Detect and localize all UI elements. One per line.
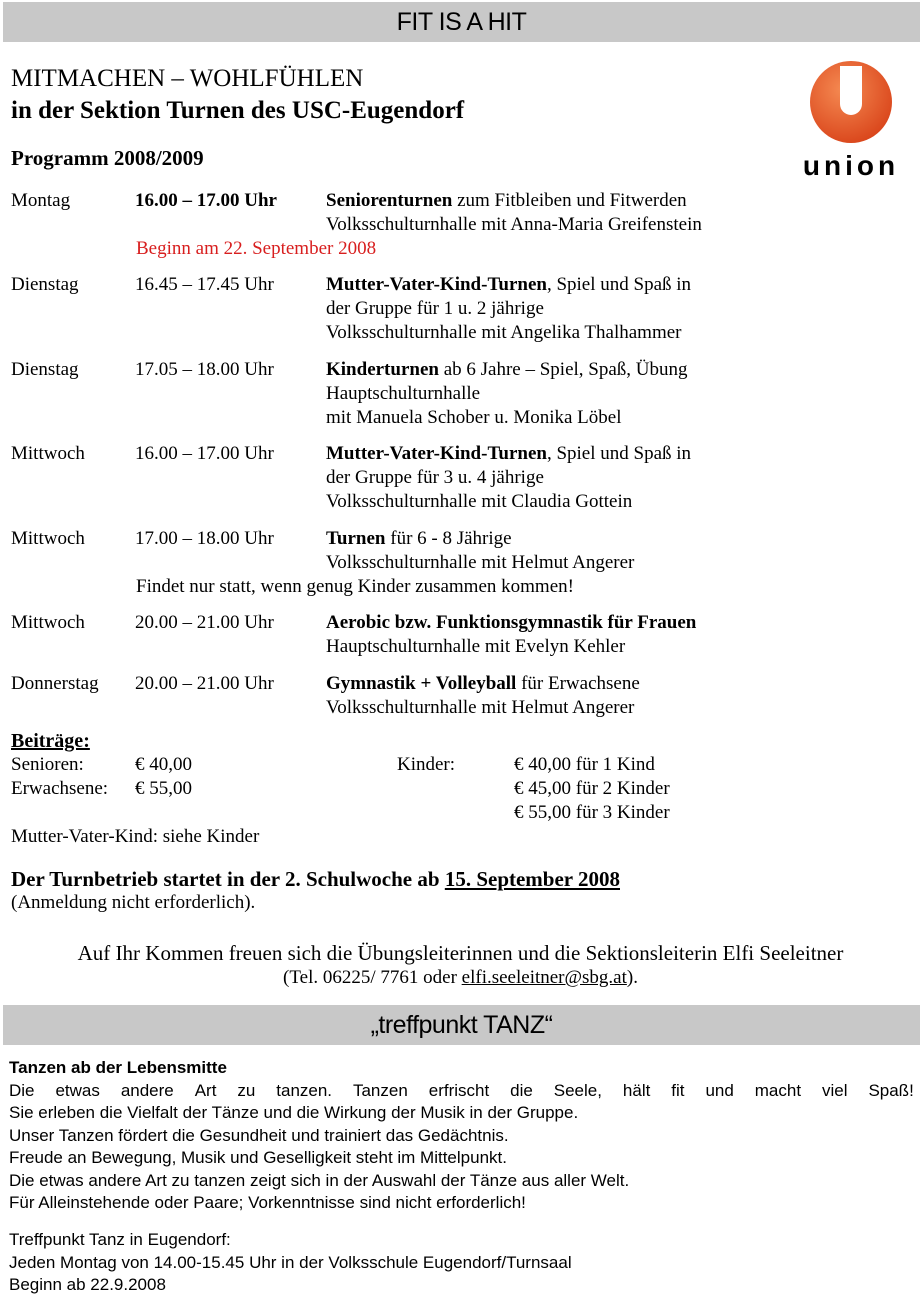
tanz-word: Die (9, 1080, 35, 1100)
schedule-title: Kinderturnen (326, 359, 439, 380)
schedule-note: Beginn am 22. September 2008 (136, 238, 377, 259)
schedule-text: zum Fitbleiben und Fitwerden (452, 190, 687, 211)
tanz-word: zu (237, 1080, 256, 1100)
fees-senioren-label: Senioren: (11, 754, 84, 775)
schedule-day: Mittwoch (11, 612, 85, 633)
closing-line: Auf Ihr Kommen freuen sich die Übungsleiterinnen und die Sektionsleiterin Elfi Seeleitner (77, 941, 844, 965)
tanz-word: macht (754, 1080, 802, 1100)
schedule-description (326, 611, 916, 659)
tanz-info-line: Jeden Montag von 14.00-15.45 Uhr in der Volksschule Eugendorf/Turnsaal (9, 1252, 572, 1272)
fees-title: Beiträge: (11, 730, 90, 752)
tanz-line: Freude an Bewegung, Musik und Geselligkeit steht im Mittelpunkt. (9, 1148, 507, 1167)
tanz-word: erfrischt (428, 1080, 490, 1100)
schedule-time: 16.00 – 17.00 Uhr (135, 443, 274, 464)
schedule-line: Volksschulturnhalle mit Helmut Angerer (326, 552, 635, 573)
tanz-word: Seele, (553, 1080, 602, 1100)
tanz-line: Sie erleben die Vielfalt der Tänze und die Wirkung der Musik in der Gruppe. (9, 1103, 579, 1122)
schedule-time: 16.45 – 17.45 Uhr (135, 274, 274, 295)
schedule-line: der Gruppe für 3 u. 4 jährige (326, 467, 544, 488)
fees-kinder-value: € 40,00 für 1 Kind (514, 754, 655, 775)
closing-contact (0, 966, 921, 990)
schedule-title: Aerobic bzw. Funktionsgymnastik für Frauen (326, 612, 697, 633)
schedule-text: für Erwachsene (516, 673, 640, 694)
schedule-description (326, 527, 916, 575)
tanz-justified-line (9, 1080, 914, 1103)
tanz-word: etwas (55, 1080, 100, 1100)
banner-fit-is-a-hit: FIT IS A HIT (3, 2, 920, 42)
schedule-day: Dienstag (11, 359, 79, 380)
heading-sektion: in der Sektion Turnen des USC-Eugendorf (11, 97, 465, 124)
schedule-description (326, 442, 916, 514)
schedule-text: ab 6 Jahre – Spiel, Spaß, Übung (438, 359, 688, 380)
union-logo-word: union (802, 150, 900, 181)
schedule-time: 17.05 – 18.00 Uhr (135, 359, 274, 380)
schedule-line: mit Manuela Schober u. Monika Löbel (326, 407, 622, 428)
schedule-line: Volksschulturnhalle mit Angelika Thalhammer (326, 322, 682, 343)
tanz-word: die (510, 1080, 533, 1100)
schedule-title: Gymnastik + Volleyball (326, 673, 517, 694)
schedule-day: Dienstag (11, 274, 79, 295)
union-logo (790, 60, 912, 182)
tanz-line: Die etwas andere Art zu tanzen zeigt sich in der Auswahl der Tänze aus aller Welt. (9, 1170, 630, 1190)
schedule-description (326, 672, 916, 720)
schedule-line: Volksschulturnhalle mit Helmut Angerer (326, 697, 635, 718)
tanz-word: Tanzen (352, 1080, 408, 1100)
tanz-info (9, 1229, 914, 1297)
schedule-description (326, 358, 916, 430)
schedule-line: Volksschulturnhalle mit Anna-Maria Greifenstein (326, 214, 702, 235)
tanz-word: viel (821, 1080, 848, 1100)
schedule-title: Seniorenturnen (326, 190, 453, 211)
start-date: 15. September 2008 (444, 867, 620, 891)
schedule-text: , Spiel und Spaß in (546, 443, 692, 464)
schedule-time: 16.00 – 17.00 Uhr (135, 190, 277, 211)
fees-mvk: Mutter-Vater-Kind: siehe Kinder (11, 826, 260, 847)
fees-kinder-value: € 45,00 für 2 Kinder (514, 778, 670, 799)
schedule-day: Mittwoch (11, 528, 85, 549)
start-text: Der Turnbetrieb startet in der 2. Schulwoche ab (11, 867, 445, 891)
schedule-line: Hauptschulturnhalle mit Evelyn Kehler (326, 636, 626, 657)
start-subnote: (Anmeldung nicht erforderlich). (11, 892, 256, 913)
schedule-description (326, 273, 916, 345)
fees-erwachsene-value: € 55,00 (135, 778, 192, 799)
tanz-word: Art (194, 1080, 217, 1100)
schedule-line: Hauptschulturnhalle (326, 383, 481, 404)
schedule-time: 20.00 – 21.00 Uhr (135, 612, 274, 633)
closing-tel-end: ). (626, 967, 638, 988)
start-notice (11, 866, 620, 892)
schedule-text: für 6 - 8 Jährige (385, 528, 512, 549)
schedule-note: Findet nur statt, wenn genug Kinder zusammen kommen! (136, 576, 574, 597)
schedule-time: 17.00 – 18.00 Uhr (135, 528, 274, 549)
union-logo-icon (790, 60, 912, 150)
schedule-text: , Spiel und Spaß in (546, 274, 692, 295)
schedule-day: Mittwoch (11, 443, 85, 464)
banner-treffpunkt-tanz: „treffpunkt TANZ“ (3, 1005, 920, 1045)
tanz-line: Für Alleinstehende oder Paare; Vorkenntnisse sind nicht erforderlich! (9, 1193, 526, 1212)
tanz-info-line: Treffpunkt Tanz in Eugendorf: (9, 1230, 231, 1249)
closing-email-link[interactable]: elfi.seeleitner@sbg.at (461, 967, 627, 988)
tanz-word: und (705, 1080, 734, 1100)
tanz-intro (9, 1057, 914, 1215)
tanz-line: Unser Tanzen fördert die Gesundheit und trainiert das Gedächtnis. (9, 1125, 509, 1145)
schedule-day: Montag (11, 190, 71, 211)
schedule-description (326, 189, 916, 237)
fees-senioren-value: € 40,00 (135, 754, 192, 775)
schedule-title: Turnen (326, 528, 386, 549)
closing-tel: (Tel. 06225/ 7761 oder (283, 967, 462, 988)
heading-mitmachen: MITMACHEN – WOHLFÜHLEN (11, 65, 364, 92)
fees-kinder-label: Kinder: (397, 754, 456, 775)
schedule-time: 20.00 – 21.00 Uhr (135, 673, 274, 694)
tanz-word: fit (671, 1080, 685, 1100)
schedule-day: Donnerstag (11, 673, 99, 694)
tanz-word: andere (120, 1080, 174, 1100)
schedule-line: der Gruppe für 1 u. 2 jährige (326, 298, 544, 319)
tanz-word: hält (622, 1080, 651, 1100)
fees-kinder-value: € 55,00 für 3 Kinder (514, 802, 670, 823)
schedule-title: Mutter-Vater-Kind-Turnen (326, 274, 547, 295)
tanz-word: tanzen. (276, 1080, 333, 1100)
tanz-word: Spaß! (868, 1080, 914, 1100)
tanz-info-line: Beginn ab 22.9.2008 (9, 1275, 166, 1294)
schedule-line: Volksschulturnhalle mit Claudia Gottein (326, 491, 633, 512)
fees-erwachsene-label: Erwachsene: (11, 778, 109, 799)
schedule-title: Mutter-Vater-Kind-Turnen (326, 443, 547, 464)
tanz-title: Tanzen ab der Lebensmitte (9, 1058, 227, 1077)
heading-program: Programm 2008/2009 (11, 146, 204, 170)
